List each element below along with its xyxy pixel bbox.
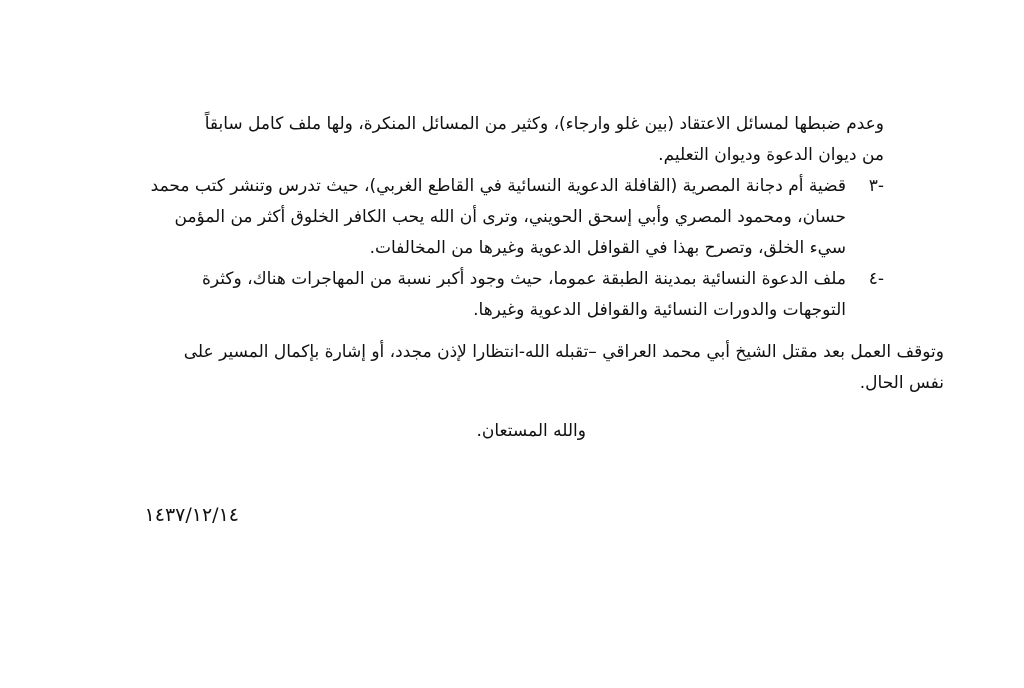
list-item bbox=[124, 171, 884, 264]
document-date: ١٤٣٧/١٢/١٤ bbox=[144, 504, 239, 526]
text-line: التوجهات والدورات النسائية والقوافل الدعوية وغيرها. bbox=[473, 300, 846, 320]
list-item-number: -٣ bbox=[868, 176, 884, 196]
text-line: سيء الخلق، وتصرح بهذا في القوافل الدعوية وغيرها من المخالفات. bbox=[369, 238, 846, 258]
paragraph-work-stopped bbox=[104, 337, 944, 399]
closing-phrase: والله المستعان. bbox=[476, 421, 586, 441]
list-item bbox=[124, 264, 884, 326]
text-line: حسان، ومحمود المصري وأبي إسحق الحويني، وترى أن الله يحب الكافر الخلوق أكثر من المؤمن bbox=[174, 207, 846, 227]
text-line: وتوقف العمل بعد مقتل الشيخ أبي محمد العراقي –تقبله الله-انتظارا لإذن مجدد، أو إشارة بإكمال المسير على bbox=[183, 342, 944, 362]
list-item-number: -٤ bbox=[868, 269, 884, 289]
text-line: قضية أم دجانة المصرية (القافلة الدعوية النسائية في القاطع الغربي)، حيث تدرس وتنشر كتب محمد bbox=[150, 176, 846, 196]
paragraph-continuation bbox=[124, 109, 884, 171]
text-line: من ديوان الدعوة وديوان التعليم. bbox=[658, 145, 884, 165]
text-line: وعدم ضبطها لمسائل الاعتقاد (بين غلو وارجاء)، وكثير من المسائل المنكرة، ولها ملف كامل سابقاً bbox=[204, 114, 884, 134]
text-line: نفس الحال. bbox=[859, 373, 944, 393]
text-line: ملف الدعوة النسائية بمدينة الطبقة عموما، حيث وجود أكبر نسبة من المهاجرات هناك، وكثرة bbox=[201, 269, 846, 289]
